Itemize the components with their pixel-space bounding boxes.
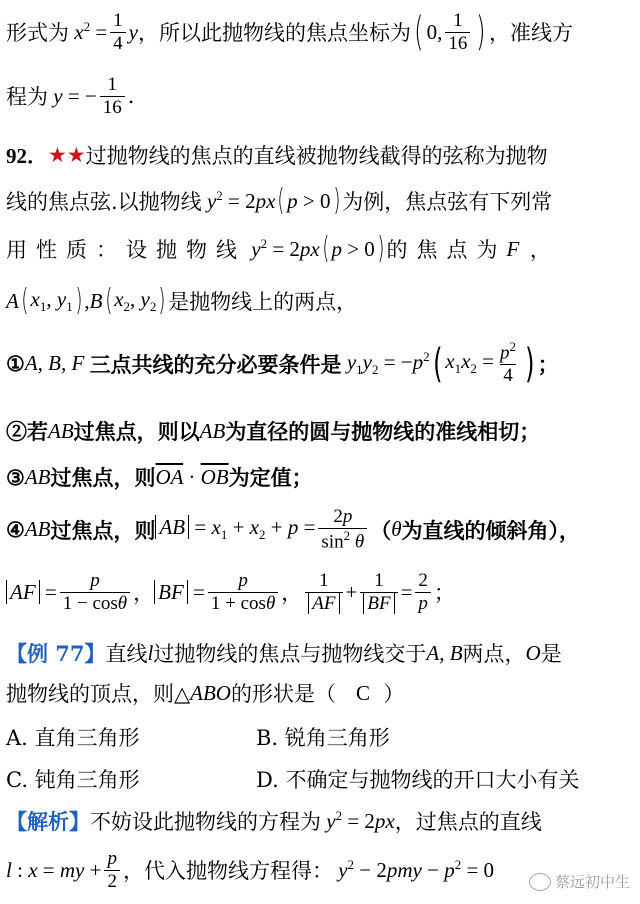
line-1: 形式为 $x^2$ = $\frac{1}{4}$ y ，所以此抛物线的焦点坐标为 ( 0, $\frac{1}{16}$ ) ，准线方: [6, 9, 573, 56]
example-77-line-2: 抛物线的顶点，则△ ABO 的形状是（ C ）: [6, 680, 405, 706]
example-77-line-1: 【例 77】 直线 l 过抛物线的焦点与抛物线交于 A, B 两点， O 是: [6, 638, 562, 668]
text: 程为: [6, 85, 48, 110]
wechat-icon: [529, 873, 551, 891]
text: ，准线方: [488, 21, 573, 46]
option-row-1: [6, 722, 390, 752]
property-3: ③ AB 过焦点，则 $\overline{OA} \cdot \overline{OB}$ 为定值；: [6, 464, 313, 490]
fraction: $\frac{1}{BF}$: [360, 570, 397, 615]
fraction: $\frac{1}{16}$: [445, 10, 470, 55]
line-2: 程为 y = − $\frac{1}{16}$ .: [6, 74, 135, 118]
option-c: C. 钝角三角形: [6, 768, 140, 792]
fraction: $\frac{p}{1 - \cos\theta}$: [60, 570, 130, 615]
problem-92-line-1: 92． ★★ 过抛物线的焦点的直线被抛物线截得的弦称为抛物: [6, 140, 548, 170]
formula: $x^2$ =: [69, 19, 108, 45]
watermark: 蔡远初中生: [529, 871, 630, 892]
text: 形式为: [6, 21, 69, 46]
problem-92-line-2: 线的焦点弦.以抛物线 $y^2 = 2px$ ( p > 0 ) 为例，焦点弦有下列常: [6, 183, 553, 218]
fraction: $\frac{1}{AF}$: [305, 570, 342, 615]
analysis-tag: 【解析】: [6, 809, 90, 834]
fraction: $\frac{1}{16}$: [100, 74, 125, 119]
option-b: B. 锐角三角形: [256, 726, 390, 750]
option-d: D. 不确定与抛物线的开口大小有关: [256, 768, 580, 792]
fraction: $\frac{p^2}{4}$: [500, 339, 517, 387]
fraction: $\frac{p}{1 + \cos\theta}$: [208, 570, 278, 615]
property-2: ②若 AB 过焦点，则以 AB 为直径的圆与抛物线的准线相切；: [6, 418, 541, 444]
star-rating: ★★: [48, 143, 86, 167]
option-a: A. 直角三角形: [6, 726, 140, 750]
analysis-line-2: l : x = my + $\frac{p}{2}$ ，代入抛物线方程得： $y^2 - 2pmy - p^2 = 0$: [6, 848, 495, 892]
fraction: $\frac{2}{p}$: [415, 570, 431, 615]
problem-92-line-4: A ( $x_1$, $y_1$ ) , B ( $x_2$, $y_2$ ) 是抛物线上的两点，: [6, 283, 358, 318]
property-4-continued: AF = $\frac{p}{1 - \cos\theta}$ ， BF = $\frac{p}{1 + \cos\theta}$ ， $\frac{1}{AF}$ + $\frac{1}{BF}$ = $\frac{2}{p}$ ；: [6, 570, 455, 615]
fraction: $\frac{p}{2}$: [104, 848, 120, 893]
problem-92-line-3: 用性质：设抛物线 $y^2 = 2px$ ( p > 0 ) 的焦点为 F ，: [6, 231, 551, 266]
fraction: $\frac{2p}{\sin^2 \theta}$: [318, 506, 367, 553]
analysis-line-1: 【解析】 不妨设此抛物线的方程为 $y^2 = 2px$ ，过焦点的直线: [6, 808, 542, 834]
property-1: ① A, B, F 三点共线的充分必要条件是 $y_1y_2 = -p^2$ ( $x_1x_2$ = $\frac{p^2}{4}$ ) ；: [6, 339, 559, 387]
property-4: ④ AB 过焦点，则 AB = $x_1 + x_2 + p$ = $\frac{2p}{\sin^2 \theta}$ （ θ 为直线的倾斜角），: [6, 506, 581, 553]
fraction: $\frac{1}{4}$: [110, 10, 126, 55]
answer: C: [356, 680, 371, 705]
problem-number: 92．: [6, 144, 48, 168]
text: ，所以此抛物线的焦点坐标为: [138, 21, 411, 46]
option-row-2: [6, 764, 580, 794]
example-tag: 【例 77】: [6, 641, 106, 666]
